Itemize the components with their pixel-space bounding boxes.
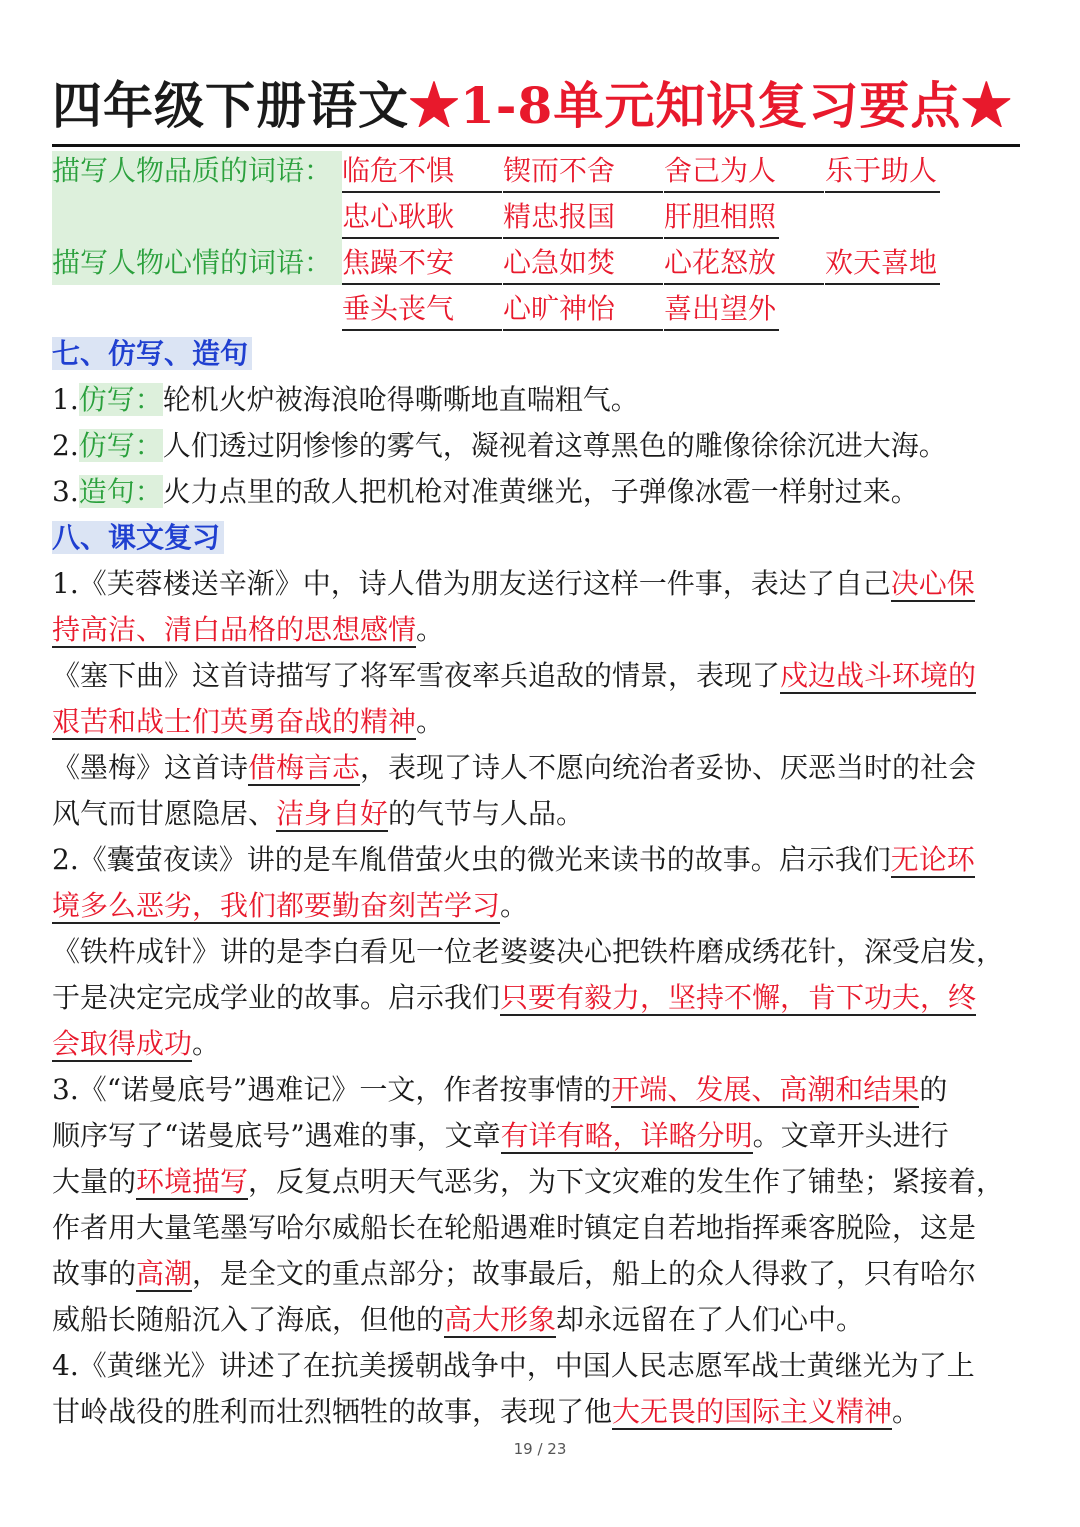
- review-line: 威船长随船沉入了海底，但他的高大形象却永远留在了人们心中。: [52, 1303, 865, 1336]
- quality-word: 舍己为人: [664, 151, 824, 193]
- review-line: 4.《黄继光》讲述了在抗美援朝战争中，中国人民志愿军战士黄继光为了上: [52, 1349, 975, 1382]
- mood-word: 焦躁不安: [342, 243, 502, 285]
- key-phrase: 开端、发展、高潮和结果: [611, 1073, 920, 1106]
- review-line: 持高洁、清白品格的思想感情。: [52, 613, 445, 646]
- review-line: 顺序写了“诺曼底号”遇难的事，文章有详有略，详略分明。文章开头进行: [52, 1119, 949, 1152]
- mood-word: 欢天喜地: [825, 243, 940, 285]
- mood-word: 喜出望外: [664, 289, 779, 331]
- review-line: 甘岭战役的胜利而壮烈牺牲的故事，表现了他大无畏的国际主义精神。: [52, 1395, 921, 1428]
- review-line: 《墨梅》这首诗借梅言志，表现了诗人不愿向统治者妥协、厌恶当时的社会: [52, 751, 977, 784]
- mood-word: 心花怒放: [664, 243, 824, 285]
- review-line: 艰苦和战士们英勇奋战的精神。: [52, 705, 445, 738]
- section-heading: 八、课文复习: [52, 521, 224, 554]
- mood-word: 心旷神怡: [503, 289, 663, 331]
- exercise-item: 2.仿写：人们透过阴惨惨的雾气，凝视着这尊黑色的雕像徐徐沉进大海。: [52, 429, 947, 462]
- review-line: 3.《“诺曼底号”遇难记》一文，作者按事情的开端、发展、高潮和结果的: [52, 1073, 948, 1106]
- review-line: 于是决定完成学业的故事。启示我们只要有毅力，坚持不懈，肯下功夫，终: [52, 981, 977, 1014]
- key-phrase: 环境描写: [136, 1165, 249, 1198]
- key-phrase: 有详有略，详略分明: [500, 1119, 753, 1152]
- key-phrase: 决心保: [890, 567, 975, 600]
- key-phrase: 大无畏的国际主义精神: [612, 1395, 893, 1428]
- quality-word: 肝胆相照: [664, 197, 779, 239]
- exercise-tag: 仿写：: [78, 429, 163, 462]
- key-phrase: 艰苦和战士们英勇奋战的精神: [52, 705, 417, 738]
- review-line: 故事的高潮，是全文的重点部分；故事最后，船上的众人得救了，只有哈尔: [52, 1257, 977, 1290]
- exercise-tag: 仿写：: [78, 383, 163, 416]
- star-icon: ★: [961, 76, 1013, 135]
- key-phrase: 会取得成功: [52, 1027, 193, 1060]
- page-number: 19 / 23: [513, 1440, 567, 1458]
- title-main: 四年级下册语文: [52, 76, 409, 135]
- key-phrase: 戍边战斗环境的: [780, 659, 977, 692]
- mood-word: 垂头丧气: [342, 289, 502, 331]
- review-line: 《铁杵成针》讲的是李白看见一位老婆婆决心把铁杵磨成绣花针，深受启发，: [52, 935, 1005, 968]
- key-phrase: 无论环: [890, 843, 975, 876]
- mood-word: 心急如焚: [503, 243, 663, 285]
- key-phrase: 只要有毅力，坚持不懈，肯下功夫，终: [500, 981, 977, 1014]
- title-rest: 单元知识复习要点: [553, 76, 962, 135]
- quality-label: 描写人物品质的词语：: [52, 151, 342, 243]
- key-phrase: 借梅言志: [248, 751, 361, 784]
- quality-word: 临危不惧: [342, 151, 502, 193]
- exercise-item: 1.仿写：轮机火炉被海浪呛得嘶嘶地直喘粗气。: [52, 383, 639, 416]
- quality-word: 精忠报国: [503, 197, 663, 239]
- mood-label: 描写人物心情的词语：: [52, 243, 342, 285]
- key-phrase: 洁身自好: [276, 797, 389, 830]
- quality-word: 乐于助人: [825, 151, 940, 193]
- star-icon: ★: [409, 76, 460, 135]
- review-line: 1.《芙蓉楼送辛渐》中，诗人借为朋友送行这样一件事，表达了自己决心保: [52, 567, 975, 600]
- review-line: 《塞下曲》这首诗描写了将军雪夜率兵追敌的情景，表现了戍边战斗环境的: [52, 659, 977, 692]
- key-phrase: 持高洁、清白品格的思想感情: [52, 613, 417, 646]
- title-range: 1-8: [460, 76, 554, 135]
- review-line: 大量的环境描写，反复点明天气恶劣，为下文灾难的发生作了铺垫；紧接着，: [52, 1165, 1005, 1198]
- review-line: 会取得成功。: [52, 1027, 221, 1060]
- review-line: 2.《囊萤夜读》讲的是车胤借萤火虫的微光来读书的故事。启示我们无论环: [52, 843, 975, 876]
- review-line: 境多么恶劣，我们都要勤奋刻苦学习。: [52, 889, 529, 922]
- quality-word: 锲而不舍: [503, 151, 663, 193]
- section-heading: 七、仿写、造句: [52, 337, 252, 370]
- key-phrase: 境多么恶劣，我们都要勤奋刻苦学习: [52, 889, 501, 922]
- exercise-tag: 造句：: [78, 475, 163, 508]
- review-line: 风气而甘愿隐居、洁身自好的气节与人品。: [52, 797, 585, 830]
- key-phrase: 高大形象: [444, 1303, 557, 1336]
- section-7: [52, 334, 252, 374]
- exercise-item: 3.造句：火力点里的敌人把机枪对准黄继光，子弹像冰雹一样射过来。: [52, 475, 919, 508]
- section-8: [52, 518, 224, 558]
- page-title: [52, 74, 1020, 147]
- quality-word: 忠心耿耿: [342, 197, 502, 239]
- key-phrase: 高潮: [136, 1257, 193, 1290]
- review-line: 作者用大量笔墨写哈尔威船长在轮船遇难时镇定自若地指挥乘客脱险，这是: [52, 1211, 977, 1244]
